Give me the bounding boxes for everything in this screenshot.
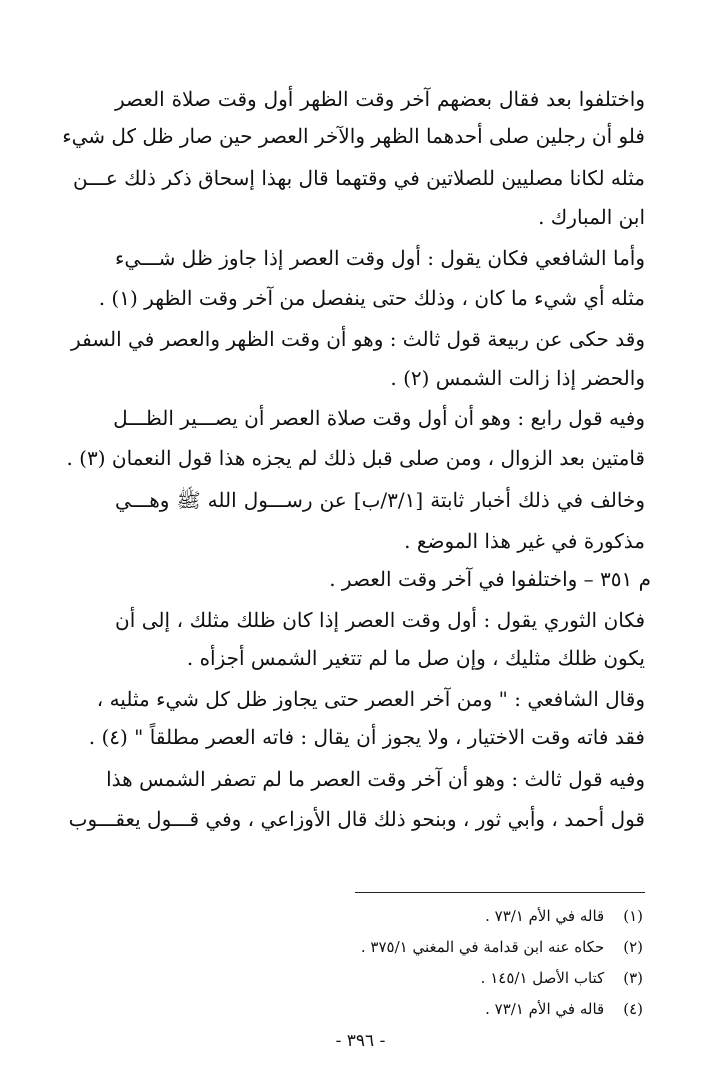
text-line: وخالف في ذلك أخبار ثابتة [٣/١/ب] عن رســـول الله ﷺ وهـــي (115, 488, 646, 512)
footnote-number: (١) (623, 907, 643, 925)
text-line: فلو أن رجلين صلى أحدهما الظهر والآخر العصر حين صار ظل كل شيء (62, 124, 645, 148)
text-line: مذكورة في غير هذا الموضع . (404, 529, 645, 553)
footnote-number: (٤) (623, 1000, 643, 1018)
text-line: فكان الثوري يقول : أول وقت العصر إذا كان ظلك مثلك ، إلى أن (115, 608, 645, 632)
text-line: مثله أي شيء ما كان ، وذلك حتى ينفصل من آخر وقت الظهر (١) . (98, 286, 645, 310)
footnote-text: كتاب الأصل ١٤٥/١ . (480, 969, 605, 987)
text-line: يكون ظلك مثليك ، وإن صل ما لم تتغير الشمس أجزأه . (186, 646, 645, 670)
text-line: واختلفوا بعد فقال بعضهم آخر وقت الظهر أول وقت صلاة العصر (115, 87, 645, 111)
footnote-number: (٣) (623, 969, 643, 987)
text-line: وفيه قول ثالث : وهو أن آخر وقت العصر ما لم تصفر الشمس هذا (106, 767, 645, 791)
text-line: ابن المبارك . (538, 205, 645, 229)
footnote-text: حكاه عنه ابن قدامة في المغني ٣٧٥/١ . (360, 938, 605, 956)
text-line: وأما الشافعي فكان يقول : أول وقت العصر إذا جاوز ظل شـــيء (115, 246, 645, 270)
footnote-text: قاله في الأم ٧٣/١ . (485, 1000, 605, 1018)
footnote (83, 936, 643, 958)
footnote (83, 967, 643, 989)
text-line: والحضر إذا زالت الشمس (٢) . (390, 366, 645, 390)
footnote-number: (٢) (623, 938, 643, 956)
text-line: قامتين بعد الزوال ، ومن صلى قبل ذلك لم يجزه هذا قول النعمان (٣) . (66, 446, 645, 470)
text-line: فقد فاته وقت الاختيار ، ولا يجوز أن يقال : فاته العصر مطلقاً " (٤) . (88, 725, 645, 749)
text-line: وفيه قول رابع : وهو أن أول وقت صلاة العصر أن يصـــير الظـــل (113, 406, 645, 430)
page-number: - ٣٩٦ - (335, 1031, 386, 1051)
footnote (83, 998, 643, 1020)
section-heading: م ٣٥١ – واختلفوا في آخر وقت العصر . (329, 567, 651, 591)
footnote-text: قاله في الأم ٧٣/١ . (485, 907, 605, 925)
text-line: قول أحمد ، وأبي ثور ، وبنحو ذلك قال الأوزاعي ، وفي قـــول يعقـــوب (68, 807, 645, 831)
text-line: مثله لكانا مصليين للصلاتين في وقتهما قال بهذا إسحاق ذكر ذلك عـــن (73, 166, 645, 190)
text-line: وقد حكى عن ربيعة قول ثالث : وهو أن وقت الظهر والعصر في السفر (71, 327, 645, 351)
footnote (83, 905, 643, 927)
footnote-divider (355, 892, 645, 893)
text-line: وقال الشافعي : " ومن آخر العصر حتى يجاوز ظل كل شيء مثليه ، (96, 687, 645, 711)
